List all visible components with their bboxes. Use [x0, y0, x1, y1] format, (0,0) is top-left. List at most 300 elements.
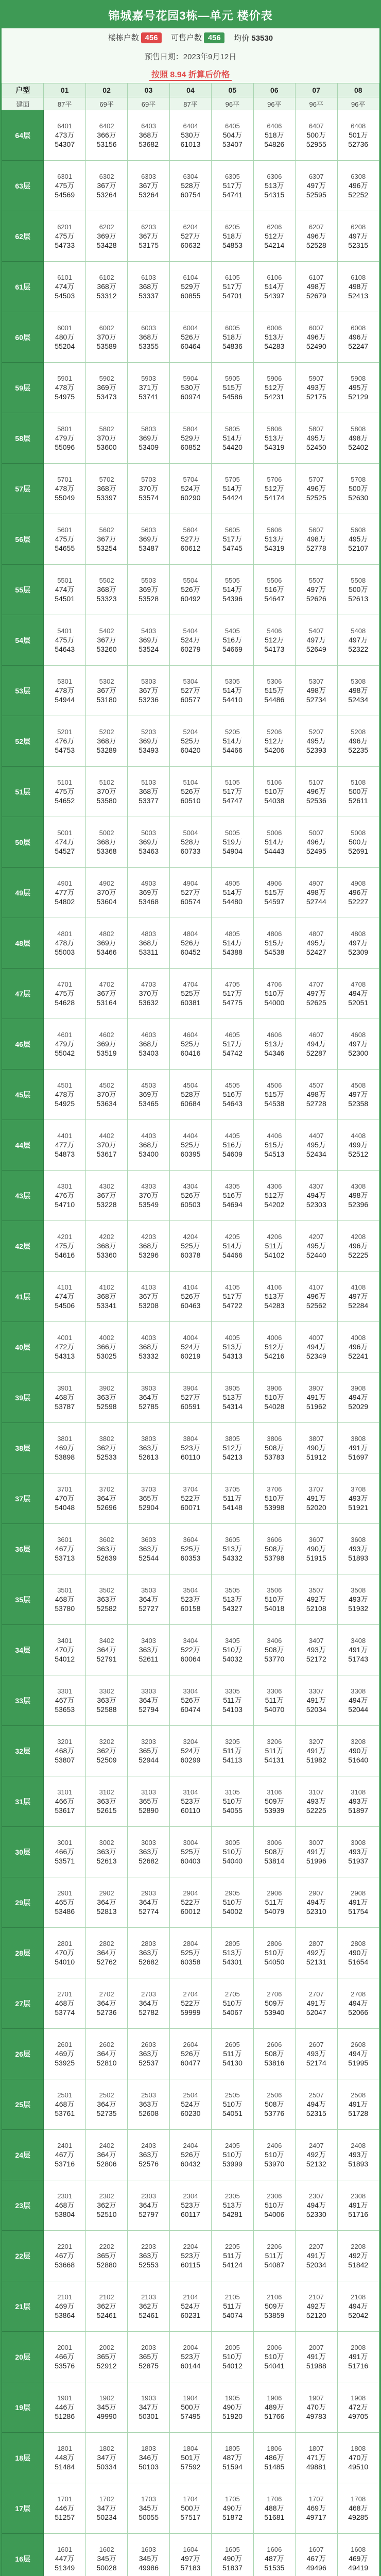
- unit-cell[interactable]: [296, 1877, 337, 1928]
- unit-cell[interactable]: [253, 615, 295, 666]
- unit-cell[interactable]: [85, 1524, 127, 1574]
- unit-cell[interactable]: [212, 262, 253, 312]
- unit-cell[interactable]: [128, 615, 169, 666]
- unit-cell[interactable]: [85, 1978, 127, 2029]
- unit-cell[interactable]: [85, 2433, 127, 2483]
- unit-cell[interactable]: [169, 2231, 211, 2281]
- unit-cell[interactable]: [44, 1171, 85, 1221]
- unit-cell[interactable]: [128, 1776, 169, 1827]
- unit-cell[interactable]: [44, 312, 85, 363]
- unit-cell[interactable]: [128, 1574, 169, 1625]
- unit-cell[interactable]: [337, 413, 379, 464]
- unit-cell[interactable]: [169, 565, 211, 615]
- unit-cell[interactable]: [44, 767, 85, 817]
- unit-cell[interactable]: [169, 918, 211, 969]
- unit-cell[interactable]: [44, 666, 85, 716]
- unit-cell[interactable]: [212, 2332, 253, 2382]
- unit-cell[interactable]: [212, 1322, 253, 1372]
- unit-cell[interactable]: [212, 1120, 253, 1171]
- unit-cell[interactable]: [337, 1473, 379, 1524]
- unit-cell[interactable]: [85, 211, 127, 262]
- unit-cell[interactable]: [337, 262, 379, 312]
- unit-cell[interactable]: [253, 969, 295, 1019]
- unit-cell[interactable]: [128, 918, 169, 969]
- unit-cell[interactable]: [296, 1322, 337, 1372]
- unit-cell[interactable]: [253, 312, 295, 363]
- unit-cell[interactable]: [337, 1221, 379, 1272]
- unit-cell[interactable]: [253, 161, 295, 211]
- unit-cell[interactable]: [253, 1322, 295, 1372]
- unit-cell[interactable]: [85, 2180, 127, 2231]
- unit-cell[interactable]: [337, 1070, 379, 1120]
- unit-cell[interactable]: [253, 1675, 295, 1726]
- unit-cell[interactable]: [169, 1524, 211, 1574]
- unit-cell[interactable]: [337, 565, 379, 615]
- unit-cell[interactable]: [337, 2079, 379, 2130]
- unit-cell[interactable]: [169, 969, 211, 1019]
- unit-cell[interactable]: [85, 1625, 127, 1675]
- unit-cell[interactable]: [337, 969, 379, 1019]
- unit-cell[interactable]: [296, 2281, 337, 2332]
- unit-cell[interactable]: [44, 1120, 85, 1171]
- unit-cell[interactable]: [212, 1221, 253, 1272]
- unit-cell[interactable]: [253, 1120, 295, 1171]
- unit-cell[interactable]: [128, 514, 169, 565]
- unit-cell[interactable]: [85, 464, 127, 514]
- unit-cell[interactable]: [337, 1928, 379, 1978]
- unit-cell[interactable]: [212, 2281, 253, 2332]
- unit-cell[interactable]: [337, 1776, 379, 1827]
- unit-cell[interactable]: [337, 2029, 379, 2079]
- unit-cell[interactable]: [128, 666, 169, 716]
- unit-cell[interactable]: [44, 969, 85, 1019]
- unit-cell[interactable]: [253, 918, 295, 969]
- unit-cell[interactable]: [44, 817, 85, 868]
- unit-cell[interactable]: [212, 1272, 253, 1322]
- unit-cell[interactable]: [296, 868, 337, 918]
- unit-cell[interactable]: [85, 514, 127, 565]
- unit-cell[interactable]: [169, 2534, 211, 2576]
- unit-cell[interactable]: [296, 1776, 337, 1827]
- unit-cell[interactable]: [212, 1877, 253, 1928]
- unit-cell[interactable]: [212, 2029, 253, 2079]
- unit-cell[interactable]: [169, 1625, 211, 1675]
- unit-cell[interactable]: [212, 413, 253, 464]
- unit-cell[interactable]: [169, 413, 211, 464]
- unit-cell[interactable]: [337, 1675, 379, 1726]
- unit-cell[interactable]: [44, 363, 85, 413]
- unit-cell[interactable]: [85, 716, 127, 767]
- unit-cell[interactable]: [85, 918, 127, 969]
- unit-cell[interactable]: [169, 464, 211, 514]
- unit-cell[interactable]: [44, 161, 85, 211]
- unit-cell[interactable]: [337, 2534, 379, 2576]
- unit-cell[interactable]: [44, 2382, 85, 2433]
- unit-cell[interactable]: [337, 1827, 379, 1877]
- unit-cell[interactable]: [253, 1978, 295, 2029]
- unit-cell[interactable]: [169, 1272, 211, 1322]
- unit-cell[interactable]: [85, 1877, 127, 1928]
- unit-cell[interactable]: [128, 2130, 169, 2180]
- unit-cell[interactable]: [337, 2483, 379, 2534]
- unit-cell[interactable]: [85, 262, 127, 312]
- unit-cell[interactable]: [296, 2483, 337, 2534]
- unit-cell[interactable]: [44, 1272, 85, 1322]
- unit-cell[interactable]: [44, 1221, 85, 1272]
- unit-cell[interactable]: [169, 1372, 211, 1423]
- unit-cell[interactable]: [212, 767, 253, 817]
- unit-cell[interactable]: [44, 1574, 85, 1625]
- unit-cell[interactable]: [44, 918, 85, 969]
- unit-cell[interactable]: [85, 817, 127, 868]
- unit-cell[interactable]: [169, 1726, 211, 1776]
- unit-cell[interactable]: [169, 1070, 211, 1120]
- unit-cell[interactable]: [128, 262, 169, 312]
- unit-cell[interactable]: [337, 2433, 379, 2483]
- unit-cell[interactable]: [212, 2483, 253, 2534]
- unit-cell[interactable]: [253, 1625, 295, 1675]
- unit-cell[interactable]: [169, 110, 211, 161]
- unit-cell[interactable]: [85, 1675, 127, 1726]
- unit-cell[interactable]: [253, 2483, 295, 2534]
- unit-cell[interactable]: [212, 2382, 253, 2433]
- unit-cell[interactable]: [212, 565, 253, 615]
- unit-cell[interactable]: [296, 1625, 337, 1675]
- unit-cell[interactable]: [296, 363, 337, 413]
- unit-cell[interactable]: [85, 1019, 127, 1070]
- unit-cell[interactable]: [337, 363, 379, 413]
- unit-cell[interactable]: [296, 2029, 337, 2079]
- unit-cell[interactable]: [296, 1574, 337, 1625]
- unit-cell[interactable]: [253, 1272, 295, 1322]
- unit-cell[interactable]: [128, 1524, 169, 1574]
- unit-cell[interactable]: [128, 1019, 169, 1070]
- unit-cell[interactable]: [169, 312, 211, 363]
- unit-cell[interactable]: [44, 2079, 85, 2130]
- unit-cell[interactable]: [128, 363, 169, 413]
- unit-cell[interactable]: [128, 868, 169, 918]
- unit-cell[interactable]: [253, 2382, 295, 2433]
- unit-cell[interactable]: [44, 464, 85, 514]
- unit-cell[interactable]: [169, 262, 211, 312]
- unit-cell[interactable]: [169, 363, 211, 413]
- unit-cell[interactable]: [128, 1928, 169, 1978]
- unit-cell[interactable]: [85, 2382, 127, 2433]
- unit-cell[interactable]: [169, 1877, 211, 1928]
- unit-cell[interactable]: [296, 2382, 337, 2433]
- unit-cell[interactable]: [212, 1776, 253, 1827]
- unit-cell[interactable]: [296, 2231, 337, 2281]
- unit-cell[interactable]: [44, 1070, 85, 1120]
- unit-cell[interactable]: [253, 2433, 295, 2483]
- unit-cell[interactable]: [212, 868, 253, 918]
- unit-cell[interactable]: [212, 1827, 253, 1877]
- unit-cell[interactable]: [128, 110, 169, 161]
- unit-cell[interactable]: [128, 1877, 169, 1928]
- unit-cell[interactable]: [85, 1171, 127, 1221]
- unit-cell[interactable]: [128, 413, 169, 464]
- unit-cell[interactable]: [253, 1372, 295, 1423]
- unit-cell[interactable]: [44, 514, 85, 565]
- unit-cell[interactable]: [169, 161, 211, 211]
- unit-cell[interactable]: [337, 2130, 379, 2180]
- unit-cell[interactable]: [85, 2332, 127, 2382]
- unit-cell[interactable]: [296, 211, 337, 262]
- unit-cell[interactable]: [128, 716, 169, 767]
- unit-cell[interactable]: [296, 1524, 337, 1574]
- unit-cell[interactable]: [253, 1473, 295, 1524]
- unit-cell[interactable]: [337, 312, 379, 363]
- unit-cell[interactable]: [169, 2382, 211, 2433]
- unit-cell[interactable]: [296, 615, 337, 666]
- unit-cell[interactable]: [296, 1928, 337, 1978]
- unit-cell[interactable]: [128, 1272, 169, 1322]
- unit-cell[interactable]: [212, 918, 253, 969]
- unit-cell[interactable]: [128, 1372, 169, 1423]
- unit-cell[interactable]: [212, 1473, 253, 1524]
- unit-cell[interactable]: [44, 2231, 85, 2281]
- unit-cell[interactable]: [128, 2231, 169, 2281]
- unit-cell[interactable]: [212, 464, 253, 514]
- unit-cell[interactable]: [212, 1574, 253, 1625]
- unit-cell[interactable]: [253, 817, 295, 868]
- unit-cell[interactable]: [169, 514, 211, 565]
- unit-cell[interactable]: [44, 262, 85, 312]
- unit-cell[interactable]: [253, 2180, 295, 2231]
- unit-cell[interactable]: [253, 464, 295, 514]
- unit-cell[interactable]: [296, 969, 337, 1019]
- unit-cell[interactable]: [296, 1423, 337, 1473]
- unit-cell[interactable]: [212, 2079, 253, 2130]
- unit-cell[interactable]: [128, 1978, 169, 2029]
- unit-cell[interactable]: [44, 1978, 85, 2029]
- unit-cell[interactable]: [85, 1473, 127, 1524]
- unit-cell[interactable]: [169, 2433, 211, 2483]
- unit-cell[interactable]: [337, 666, 379, 716]
- unit-cell[interactable]: [337, 918, 379, 969]
- unit-cell[interactable]: [169, 817, 211, 868]
- unit-cell[interactable]: [337, 716, 379, 767]
- unit-cell[interactable]: [253, 767, 295, 817]
- unit-cell[interactable]: [44, 1625, 85, 1675]
- unit-cell[interactable]: [253, 1726, 295, 1776]
- unit-cell[interactable]: [85, 2281, 127, 2332]
- unit-cell[interactable]: [296, 2332, 337, 2382]
- unit-cell[interactable]: [44, 2483, 85, 2534]
- unit-cell[interactable]: [128, 312, 169, 363]
- unit-cell[interactable]: [85, 2130, 127, 2180]
- unit-cell[interactable]: [212, 1625, 253, 1675]
- unit-cell[interactable]: [212, 514, 253, 565]
- unit-cell[interactable]: [44, 716, 85, 767]
- unit-cell[interactable]: [169, 615, 211, 666]
- unit-cell[interactable]: [128, 2382, 169, 2433]
- unit-cell[interactable]: [337, 2180, 379, 2231]
- unit-cell[interactable]: [212, 211, 253, 262]
- unit-cell[interactable]: [169, 1928, 211, 1978]
- unit-cell[interactable]: [85, 1272, 127, 1322]
- unit-cell[interactable]: [169, 868, 211, 918]
- unit-cell[interactable]: [44, 2180, 85, 2231]
- unit-cell[interactable]: [85, 363, 127, 413]
- unit-cell[interactable]: [128, 1171, 169, 1221]
- unit-cell[interactable]: [253, 363, 295, 413]
- unit-cell[interactable]: [253, 413, 295, 464]
- unit-cell[interactable]: [337, 1171, 379, 1221]
- unit-cell[interactable]: [253, 1221, 295, 1272]
- unit-cell[interactable]: [85, 2483, 127, 2534]
- unit-cell[interactable]: [169, 2180, 211, 2231]
- unit-cell[interactable]: [128, 2433, 169, 2483]
- unit-cell[interactable]: [253, 716, 295, 767]
- unit-cell[interactable]: [337, 161, 379, 211]
- unit-cell[interactable]: [44, 1928, 85, 1978]
- unit-cell[interactable]: [85, 1574, 127, 1625]
- unit-cell[interactable]: [212, 1019, 253, 1070]
- unit-cell[interactable]: [253, 1070, 295, 1120]
- unit-cell[interactable]: [128, 1423, 169, 1473]
- unit-cell[interactable]: [296, 1070, 337, 1120]
- unit-cell[interactable]: [212, 1978, 253, 2029]
- unit-cell[interactable]: [296, 2534, 337, 2576]
- unit-cell[interactable]: [128, 2332, 169, 2382]
- unit-cell[interactable]: [212, 1726, 253, 1776]
- unit-cell[interactable]: [44, 1726, 85, 1776]
- unit-cell[interactable]: [44, 2433, 85, 2483]
- unit-cell[interactable]: [296, 1221, 337, 1272]
- unit-cell[interactable]: [85, 868, 127, 918]
- unit-cell[interactable]: [212, 666, 253, 716]
- unit-cell[interactable]: [85, 1120, 127, 1171]
- unit-cell[interactable]: [44, 413, 85, 464]
- unit-cell[interactable]: [253, 1524, 295, 1574]
- unit-cell[interactable]: [169, 2029, 211, 2079]
- unit-cell[interactable]: [253, 1877, 295, 1928]
- unit-cell[interactable]: [337, 817, 379, 868]
- unit-cell[interactable]: [253, 1827, 295, 1877]
- unit-cell[interactable]: [296, 1473, 337, 1524]
- unit-cell[interactable]: [337, 1272, 379, 1322]
- unit-cell[interactable]: [296, 413, 337, 464]
- unit-cell[interactable]: [128, 767, 169, 817]
- unit-cell[interactable]: [128, 1827, 169, 1877]
- unit-cell[interactable]: [253, 2029, 295, 2079]
- unit-cell[interactable]: [169, 666, 211, 716]
- unit-cell[interactable]: [85, 767, 127, 817]
- unit-cell[interactable]: [212, 1423, 253, 1473]
- unit-cell[interactable]: [169, 1473, 211, 1524]
- unit-cell[interactable]: [128, 2281, 169, 2332]
- unit-cell[interactable]: [296, 514, 337, 565]
- unit-cell[interactable]: [253, 2231, 295, 2281]
- unit-cell[interactable]: [212, 161, 253, 211]
- unit-cell[interactable]: [169, 1221, 211, 1272]
- unit-cell[interactable]: [212, 110, 253, 161]
- unit-cell[interactable]: [253, 868, 295, 918]
- unit-cell[interactable]: [85, 413, 127, 464]
- unit-cell[interactable]: [128, 2534, 169, 2576]
- unit-cell[interactable]: [128, 211, 169, 262]
- unit-cell[interactable]: [44, 1524, 85, 1574]
- unit-cell[interactable]: [337, 110, 379, 161]
- unit-cell[interactable]: [296, 2130, 337, 2180]
- unit-cell[interactable]: [296, 817, 337, 868]
- unit-cell[interactable]: [44, 1675, 85, 1726]
- unit-cell[interactable]: [44, 110, 85, 161]
- unit-cell[interactable]: [44, 2281, 85, 2332]
- unit-cell[interactable]: [44, 1827, 85, 1877]
- unit-cell[interactable]: [296, 716, 337, 767]
- unit-cell[interactable]: [85, 110, 127, 161]
- unit-cell[interactable]: [128, 1726, 169, 1776]
- unit-cell[interactable]: [169, 1675, 211, 1726]
- unit-cell[interactable]: [85, 1070, 127, 1120]
- unit-cell[interactable]: [169, 1978, 211, 2029]
- unit-cell[interactable]: [337, 2332, 379, 2382]
- unit-cell[interactable]: [337, 1625, 379, 1675]
- unit-cell[interactable]: [44, 1423, 85, 1473]
- unit-cell[interactable]: [212, 2130, 253, 2180]
- unit-cell[interactable]: [44, 2029, 85, 2079]
- unit-cell[interactable]: [212, 969, 253, 1019]
- unit-cell[interactable]: [337, 1877, 379, 1928]
- unit-cell[interactable]: [296, 565, 337, 615]
- unit-cell[interactable]: [212, 2534, 253, 2576]
- unit-cell[interactable]: [44, 1372, 85, 1423]
- unit-cell[interactable]: [337, 868, 379, 918]
- unit-cell[interactable]: [296, 1726, 337, 1776]
- unit-cell[interactable]: [169, 2079, 211, 2130]
- unit-cell[interactable]: [212, 1675, 253, 1726]
- unit-cell[interactable]: [85, 666, 127, 716]
- unit-cell[interactable]: [128, 1221, 169, 1272]
- unit-cell[interactable]: [337, 1322, 379, 1372]
- unit-cell[interactable]: [253, 1171, 295, 1221]
- unit-cell[interactable]: [253, 1423, 295, 1473]
- unit-cell[interactable]: [296, 464, 337, 514]
- unit-cell[interactable]: [253, 211, 295, 262]
- unit-cell[interactable]: [44, 615, 85, 666]
- unit-cell[interactable]: [212, 363, 253, 413]
- unit-cell[interactable]: [253, 666, 295, 716]
- unit-cell[interactable]: [128, 969, 169, 1019]
- unit-cell[interactable]: [337, 1524, 379, 1574]
- unit-cell[interactable]: [296, 666, 337, 716]
- unit-cell[interactable]: [253, 1019, 295, 1070]
- unit-cell[interactable]: [253, 262, 295, 312]
- unit-cell[interactable]: [169, 2281, 211, 2332]
- unit-cell[interactable]: [169, 2130, 211, 2180]
- unit-cell[interactable]: [296, 1120, 337, 1171]
- unit-cell[interactable]: [253, 2281, 295, 2332]
- unit-cell[interactable]: [337, 615, 379, 666]
- unit-cell[interactable]: [296, 1272, 337, 1322]
- unit-cell[interactable]: [337, 1423, 379, 1473]
- unit-cell[interactable]: [253, 110, 295, 161]
- unit-cell[interactable]: [85, 2534, 127, 2576]
- unit-cell[interactable]: [128, 464, 169, 514]
- unit-cell[interactable]: [296, 767, 337, 817]
- unit-cell[interactable]: [85, 312, 127, 363]
- unit-cell[interactable]: [337, 1019, 379, 1070]
- unit-cell[interactable]: [337, 1726, 379, 1776]
- unit-cell[interactable]: [128, 1322, 169, 1372]
- unit-cell[interactable]: [296, 918, 337, 969]
- unit-cell[interactable]: [85, 1322, 127, 1372]
- unit-cell[interactable]: [212, 615, 253, 666]
- unit-cell[interactable]: [253, 514, 295, 565]
- unit-cell[interactable]: [44, 868, 85, 918]
